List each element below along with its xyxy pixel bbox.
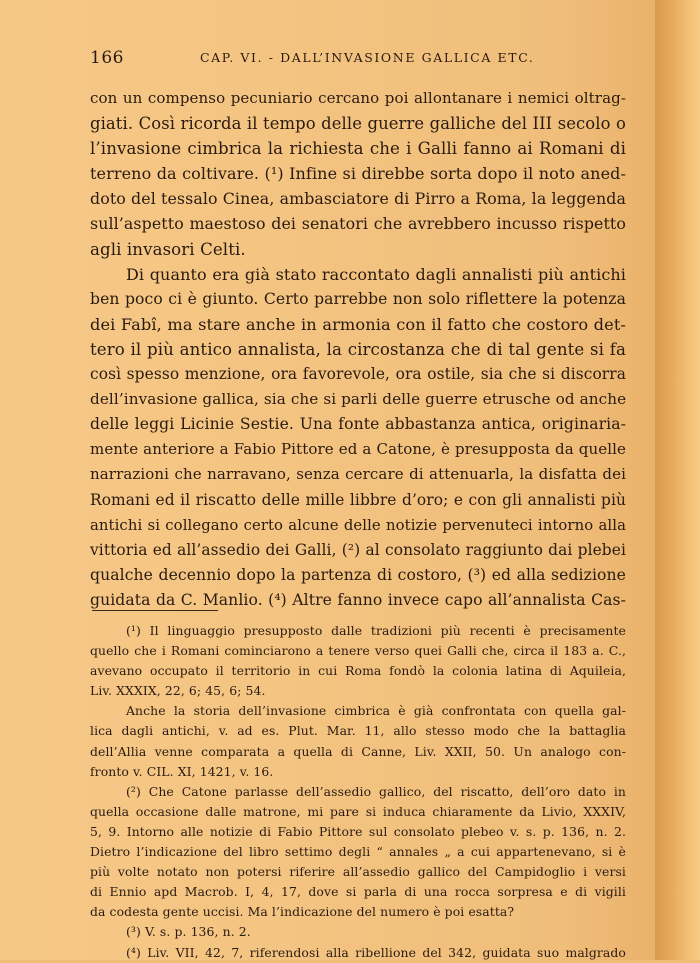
footnote-line: (¹) Il linguaggio presupposto dalle tradizioni più recenti è precisamente bbox=[126, 623, 626, 638]
text-line: delle leggi Licinie Sestie. Una fonte abbastanza antica, originaria- bbox=[90, 415, 626, 434]
footnote-line: Anche la storia dell’invasione cimbrica è già confrontata con quella gal- bbox=[126, 703, 626, 719]
footnote-line: lica dagli antichi, v. ad es. Plut. Mar. 11, allo stesso modo che la battaglia bbox=[90, 723, 626, 739]
footnote-line: quello che i Romani cominciarono a tenere verso quei Galli che, circa il 183 a. C., bbox=[90, 643, 626, 659]
text-line: sull’aspetto maestoso dei senatori che avrebbero incusso rispetto bbox=[90, 214, 626, 234]
text-line: Di quanto era già stato raccontato dagli annalisti più antichi bbox=[126, 264, 626, 284]
text-line: dei Fabî, ma stare anche in armonia con il fatto che costoro det- bbox=[90, 314, 626, 334]
text-line: mente anteriore a Fabio Pittore ed a Catone, è presupposta da quelle bbox=[90, 440, 626, 459]
footnote-line: più volte notato non potersi riferire all’assedio gallico del Campidoglio i versi bbox=[90, 864, 626, 880]
page-edge-shadow bbox=[655, 0, 700, 960]
text-line: così spesso menzione, ora favorevole, ora ostile, sia che si discorra bbox=[90, 365, 626, 384]
main-text bbox=[90, 86, 626, 613]
text-line: con un compenso pecuniario cercano poi allontanare i nemici oltrag- bbox=[90, 89, 626, 107]
running-title: CAP. VI. - DALL’INVASIONE GALLICA ETC. bbox=[200, 50, 535, 65]
page-number: 166 bbox=[90, 48, 124, 68]
footnote-line: dell’Allia venne comparata a quella di Canne, Liv. XXII, 50. Un analogo con- bbox=[90, 743, 626, 759]
footnote-line: (⁴) Liv. VII, 42, 7, riferendosi alla ribellione del 342, guidata suo malgrado bbox=[126, 944, 626, 960]
text-line: Romani ed il riscatto delle mille libbre d’oro; e con gli annalisti più bbox=[90, 490, 626, 509]
footnote-line: di Ennio apd Macrob. I, 4, 17, dove si parla di una rocca sorpresa e di vigili bbox=[90, 884, 626, 900]
text-line: antichi si collegano certo alcune delle notizie pervenuteci intorno alla bbox=[90, 516, 626, 534]
text-line: giati. Così ricorda il tempo delle guerre galliche del III secolo o bbox=[90, 114, 626, 134]
footnote-line: Dietro l’indicazione del libro settimo degli “ annales „ a cui appartenevano, si è bbox=[90, 844, 626, 860]
footnote-line: fronto v. CIL. XI, 1421, v. 16. bbox=[90, 763, 274, 779]
footnote-separator bbox=[92, 610, 218, 611]
footnote-line: avevano occupato il territorio in cui Roma fondò la colonia latina di Aquileia, bbox=[90, 663, 626, 679]
text-line: dell’invasione gallica, sia che si parli delle guerre etrusche od anche bbox=[90, 390, 627, 409]
text-line: guidata da C. Manlio. (⁴) Altre fanno invece capo all’annalista Cas- bbox=[90, 590, 626, 609]
text-line: doto del tessalo Cinea, ambasciatore di Pirro a Roma, la leggenda bbox=[90, 189, 626, 209]
footnote-line: (³) V. s. p. 136, n. 2. bbox=[126, 924, 251, 940]
footnote-line: Liv. XXXIX, 22, 6; 45, 6; 54. bbox=[90, 683, 266, 699]
text-line: qualche decennio dopo la partenza di costoro, (³) ed alla sedizione bbox=[90, 565, 626, 584]
footnotes bbox=[90, 621, 626, 963]
text-line: tero il più antico annalista, la circostanza che di tal gente si fa bbox=[90, 339, 626, 359]
text-line: ben poco ci è giunto. Certo parrebbe non solo riflettere la potenza bbox=[90, 289, 626, 308]
footnote-line: da codesta gente uccisi. Ma l’indicazione del numero è poi esatta? bbox=[90, 904, 515, 920]
footnote-line: (²) Che Catone parlasse dell’assedio gallico, del riscatto, dell’oro dato in bbox=[126, 783, 626, 799]
text-line: narrazioni che narravano, senza cercare di attenuarla, la disfatta dei bbox=[90, 465, 626, 484]
text-line: l’invasione cimbrica la richiesta che i Galli fanno ai Romani di bbox=[90, 139, 626, 159]
text-line: vittoria ed all’assedio dei Galli, (²) al consolato raggiunto dai plebei bbox=[90, 540, 626, 559]
footnote-line: quella occasione dalle matrone, mi pare si induca chiaramente da Livio, XXXIV, bbox=[90, 803, 626, 819]
footnote-line: 5, 9. Intorno alle notizie di Fabio Pittore sul consolato plebeo v. s. p. 136, n. 2. bbox=[90, 823, 626, 839]
text-line: agli invasori Celti. bbox=[90, 239, 246, 259]
text-line: terreno da coltivare. (¹) Infine si direbbe sorta dopo il noto aned- bbox=[90, 164, 626, 184]
page-header bbox=[90, 48, 626, 68]
